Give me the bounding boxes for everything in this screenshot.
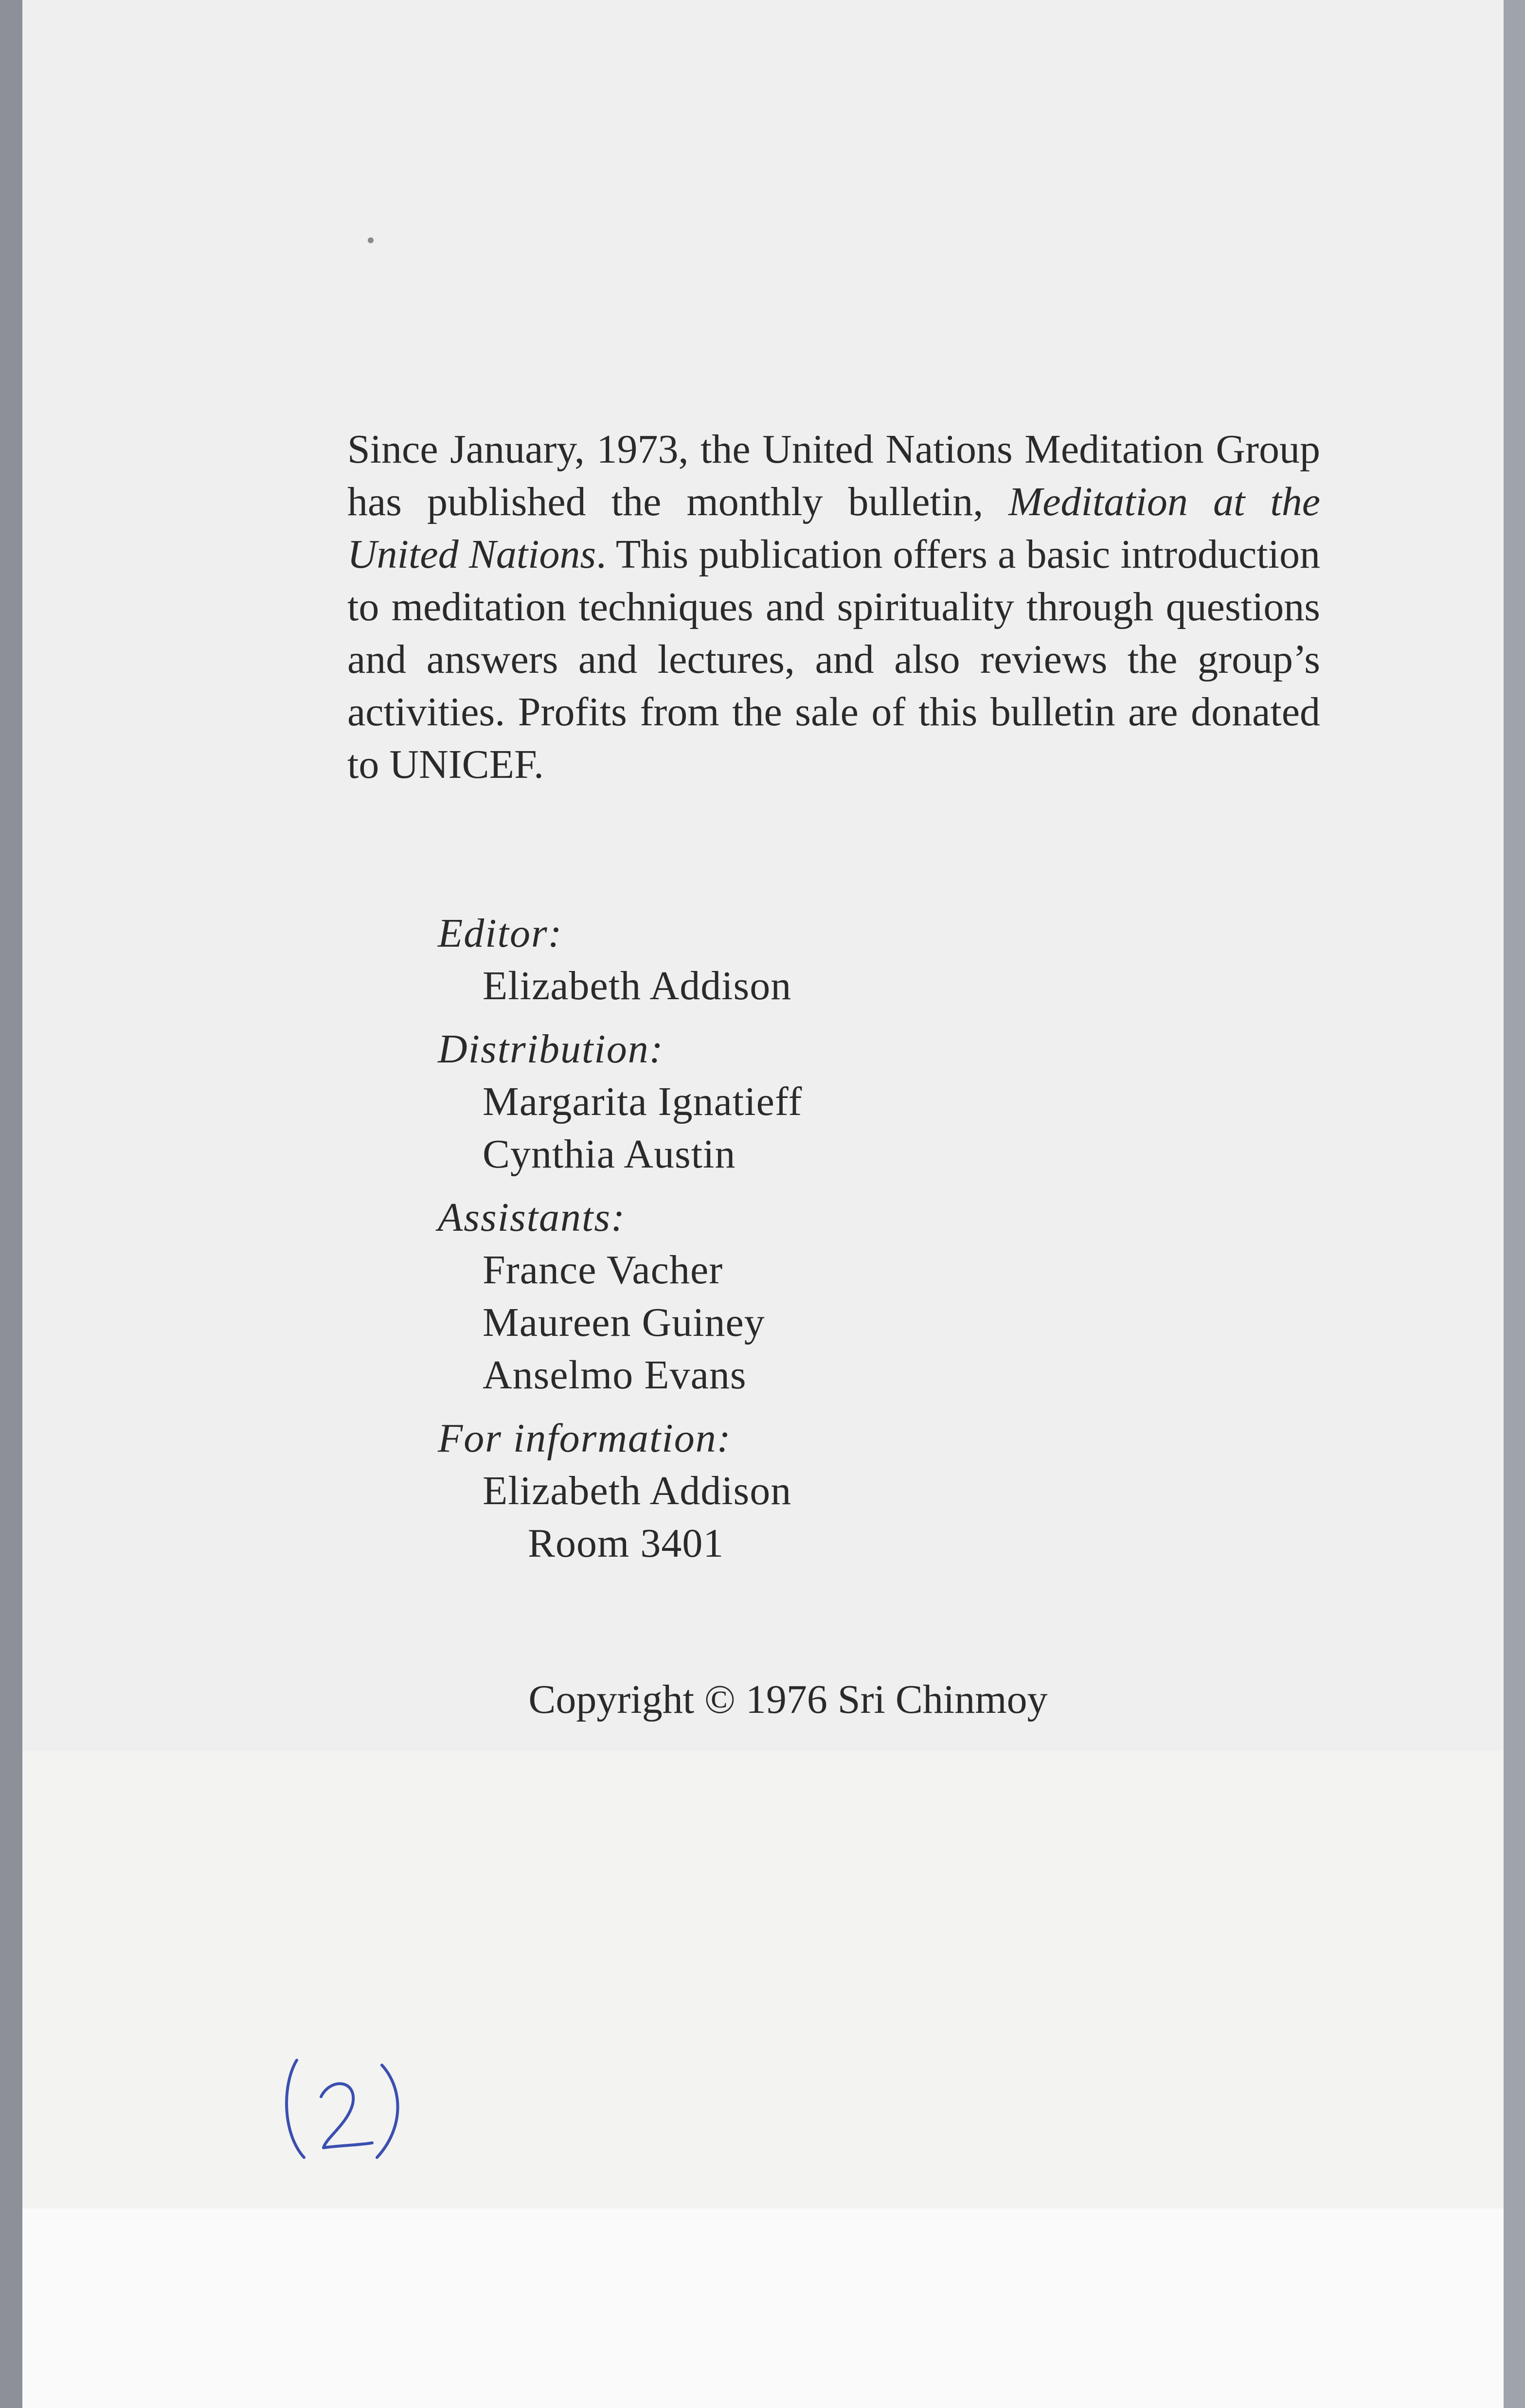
handwritten-page-number [277,2050,413,2167]
copyright-line: Copyright © 1976 Sri Chinmoy [528,1677,1048,1722]
editor-name: Elizabeth Addison [483,963,792,1008]
information-name: Elizabeth Addison [483,1468,792,1513]
assistant-name: France Vacher [483,1247,723,1293]
publication-title: Meditation at the United Nations [347,479,1320,577]
assistant-name: Anselmo Evans [483,1352,747,1398]
credits-block [438,907,1216,1570]
page-bottom-sheet [22,2209,1504,2408]
information-label: For information: [438,1416,732,1461]
intro-text-after: . This publication offers a basic introduction to meditation techniques and spirituality through questions and answers and lectures, and also reviews the group’s activities. Profits from the sale of this bulletin are donated to UNICEF. [347,532,1320,787]
speck-mark [368,237,374,243]
distribution-name: Margarita Ignatieff [483,1079,803,1124]
editor-label: Editor: [438,911,563,956]
information-room: Room 3401 [528,1521,724,1566]
scan-edge-right [1504,0,1525,2408]
assistant-name: Maureen Guiney [483,1300,765,1345]
distribution-label: Distribution: [438,1026,664,1072]
intro-paragraph [347,423,1320,791]
intro-text-before: Since January, 1973, the United Nations Meditation Group has published the monthly bulletin, [347,427,1320,524]
distribution-name: Cynthia Austin [483,1132,736,1177]
scan-edge-left [0,0,22,2408]
assistants-label: Assistants: [438,1195,626,1240]
